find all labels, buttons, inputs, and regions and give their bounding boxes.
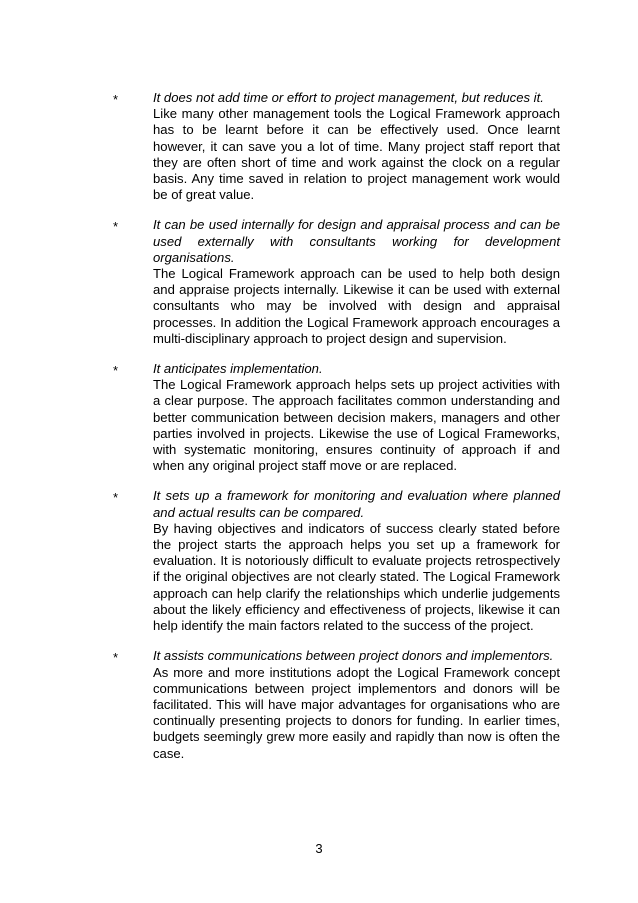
- bullet-body: [153, 90, 560, 203]
- bullet-body: [153, 648, 560, 761]
- benefits-bullet-list: [113, 90, 560, 776]
- bullet-text: As more and more institutions adopt the Logical Framework concept communications between project implementors and donors will be facilitated. This will have major advantages for organisations who are continually presenting projects to donors for funding. In earlier times, budgets seemingly grew more easily and rapidly than now is often the case.: [153, 664, 560, 761]
- bullet-text: By having objectives and indicators of success clearly stated before the project starts the approach helps you set up a framework for evaluation. It is notoriously difficult to evaluate projects retrospectively if the original objectives are not clearly stated. The Logical Framework approach can help clarify the relationships which underlie judgements about the likely efficiency and effectiveness of projects, likewise it can help identify the main factors related to the success of the project.: [153, 520, 560, 634]
- bullet-marker: *: [113, 92, 119, 107]
- bullet-marker: *: [113, 650, 119, 666]
- bullet-item: [113, 488, 560, 634]
- bullet-body: [153, 488, 560, 634]
- bullet-heading: It anticipates implementation.: [153, 361, 323, 377]
- bullet-text: The Logical Framework approach helps sets up project activities with a clear purpose. The approach facilitates common understanding and better communication between decision makers, managers and other parties involved in projects. Likewise the use of Logical Frameworks, with systematic monitoring, ensures continuity of approach if and when any original project staff move or are replaced.: [153, 377, 560, 474]
- bullet-item: [113, 90, 560, 203]
- bullet-item: [113, 217, 560, 347]
- bullet-item: [113, 648, 560, 761]
- bullet-body: [153, 217, 560, 347]
- bullet-marker: *: [113, 490, 119, 506]
- bullet-text: Like many other management tools the Logical Framework approach has to be learnt before it can be effectively used. Once learnt however, it can save you a lot of time. Many project staff report that they are often short of time and work against the clock on a regular basis. Any time saved in relation to project management work would be of great value.: [153, 106, 560, 203]
- bullet-heading: It assists communications between project donors and implementors.: [153, 648, 554, 664]
- bullet-heading: It sets up a framework for monitoring and evaluation where planned and actual results can be compared.: [153, 488, 560, 520]
- bullet-heading: It does not add time or effort to project management, but reduces it.: [153, 90, 544, 105]
- bullet-body: [153, 361, 560, 474]
- bullet-text: The Logical Framework approach can be used to help both design and appraise projects internally. Likewise it can be used with external consultants who may be involved with design and appraisal processes. In addition the Logical Framework approach encourages a multi-disciplinary approach to project design and supervision.: [153, 266, 560, 346]
- page-number: 3: [315, 841, 323, 856]
- bullet-heading: It can be used internally for design and appraisal process and can be used externally with consultants working for development organisations.: [153, 217, 560, 265]
- bullet-marker: *: [113, 363, 119, 379]
- bullet-item: [113, 361, 560, 474]
- bullet-marker: *: [113, 219, 119, 235]
